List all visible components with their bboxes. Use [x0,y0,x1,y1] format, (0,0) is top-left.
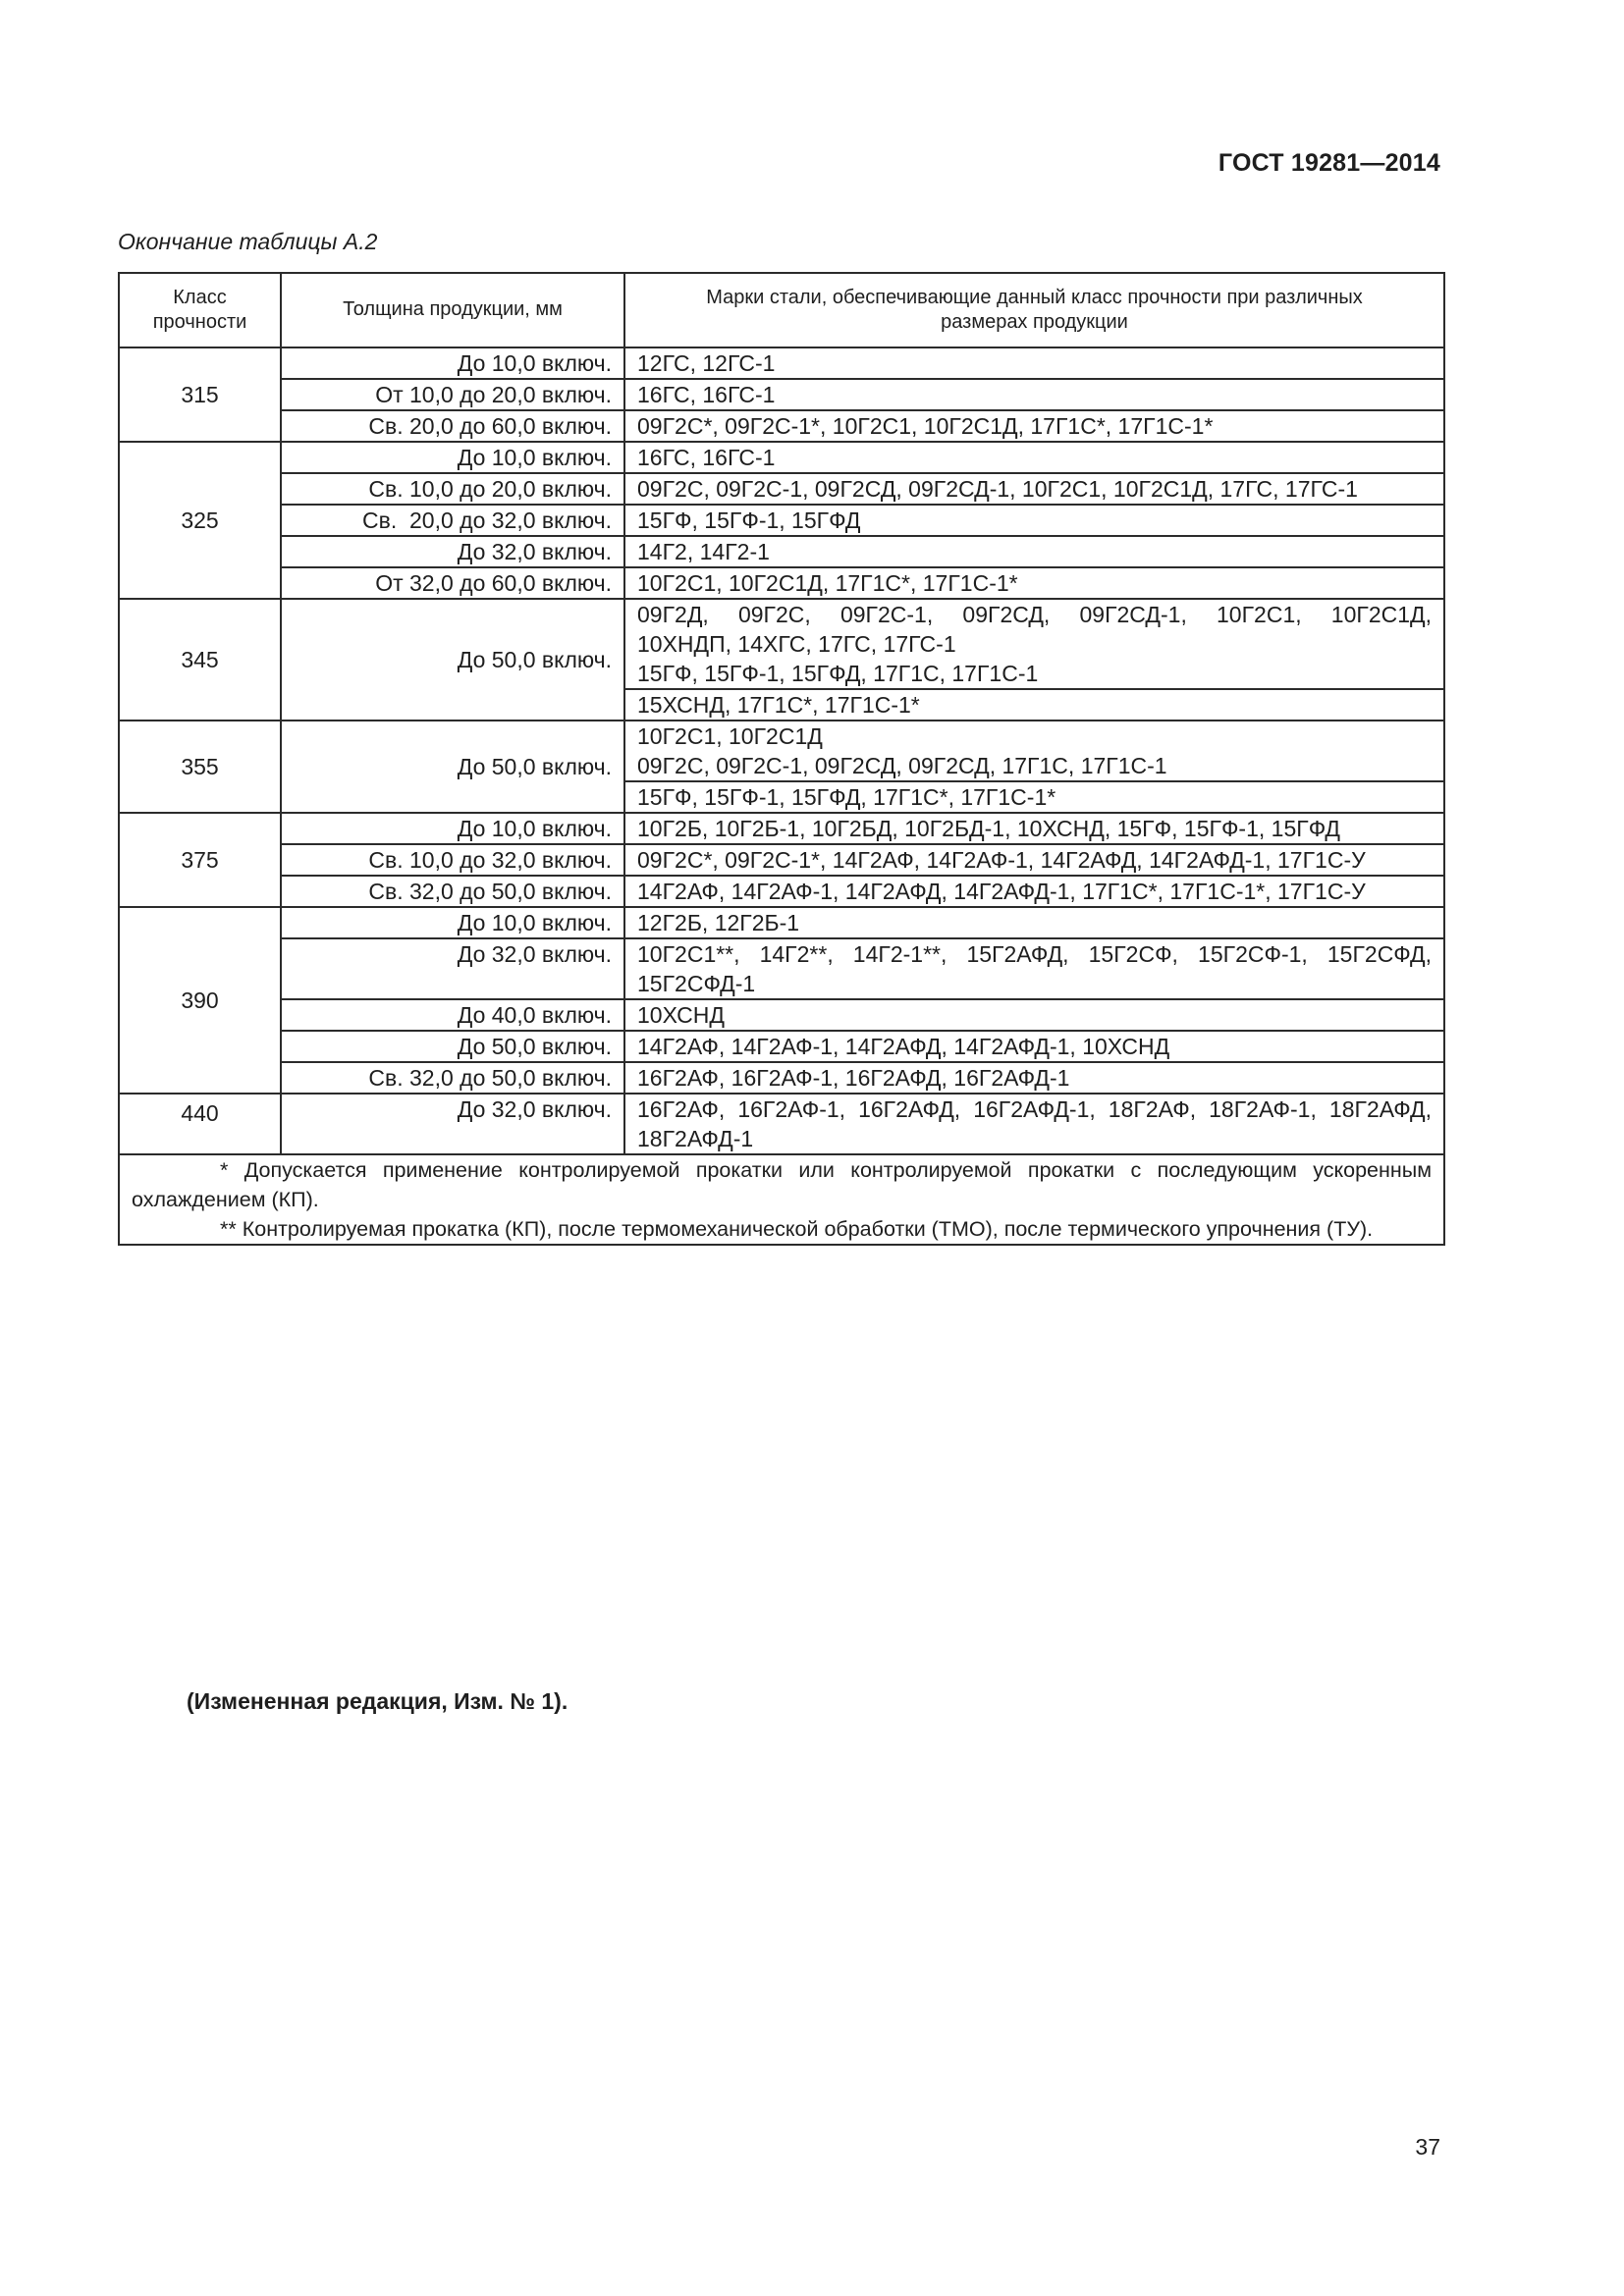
thickness-cell: От 32,0 до 60,0 включ. [281,567,624,599]
strength-class-cell: 345 [119,599,281,721]
table-row [119,1031,1444,1062]
grades-cell [624,721,1444,781]
table-row [119,505,1444,536]
footnote-1: * Допускается применение контролируемой прокатки или контролируемой прокатки с последующим ускоренным охлаждением (КП). [132,1158,1432,1211]
thickness-cell: До 32,0 включ. [281,536,624,567]
thickness-cell: До 10,0 включ. [281,813,624,844]
grades-line: 15ГФ, 15ГФ-1, 15ГФД, 17Г1С, 17Г1С-1 [637,661,1039,686]
grades-cell: 16ГС, 16ГС-1 [624,379,1444,410]
grades-cell: 12ГС, 12ГС-1 [624,347,1444,379]
header-strength-class-line1: Класс [173,286,227,308]
table-header-row [119,273,1444,347]
table-footnotes-row [119,1154,1444,1245]
document-standard-header: ГОСТ 19281—2014 [1218,149,1440,177]
header-grades-line1: Марки стали, обеспечивающие данный класс прочности при различных [706,286,1363,308]
thickness-cell: До 10,0 включ. [281,347,624,379]
strength-class-cell: 440 [119,1094,281,1154]
grades-cell: 15ХСНД, 17Г1С*, 17Г1С-1* [624,689,1444,721]
table-row [119,938,1444,999]
steel-grades-table [118,272,1445,1246]
strength-class-cell: 375 [119,813,281,907]
grades-line: 09Г2Д, 09Г2С, 09Г2С-1, 09Г2СД, 09Г2СД-1, 10Г2С1, 10Г2С1Д, [637,602,1432,627]
header-strength-class [119,273,281,347]
table-row [119,721,1444,781]
table-row [119,347,1444,379]
header-grades [624,273,1444,347]
table-row [119,473,1444,505]
strength-class-cell: 355 [119,721,281,813]
table-row [119,567,1444,599]
grades-cell: 10Г2С1, 10Г2С1Д, 17Г1С*, 17Г1С-1* [624,567,1444,599]
revision-note: (Измененная редакция, Изм. № 1). [187,1688,568,1714]
grades-cell: 12Г2Б, 12Г2Б-1 [624,907,1444,938]
table-row [119,1094,1444,1154]
table-row [119,813,1444,844]
thickness-cell: До 40,0 включ. [281,999,624,1031]
thickness-cell: До 10,0 включ. [281,907,624,938]
table-row [119,876,1444,907]
thickness-cell: До 50,0 включ. [281,721,624,813]
grades-cell: 14Г2, 14Г2-1 [624,536,1444,567]
table-row [119,1062,1444,1094]
thickness-cell: До 50,0 включ. [281,1031,624,1062]
table-row [119,907,1444,938]
thickness-cell: Св. 20,0 до 60,0 включ. [281,410,624,442]
strength-class-cell: 390 [119,907,281,1094]
table-row [119,410,1444,442]
table-caption: Окончание таблицы А.2 [118,229,378,254]
grades-cell: 14Г2АФ, 14Г2АФ-1, 14Г2АФД, 14Г2АФД-1, 10ХСНД [624,1031,1444,1062]
grades-cell: 16Г2АФ, 16Г2АФ-1, 16Г2АФД, 16Г2АФД-1 [624,1062,1444,1094]
table-row [119,999,1444,1031]
grades-cell: 09Г2С*, 09Г2С-1*, 14Г2АФ, 14Г2АФ-1, 14Г2АФД, 14Г2АФД-1, 17Г1С-У [624,844,1444,876]
table-row [119,844,1444,876]
grades-cell: 10ХСНД [624,999,1444,1031]
thickness-cell: До 32,0 включ. [281,938,624,999]
grades-cell: 16ГС, 16ГС-1 [624,442,1444,473]
strength-class-cell: 315 [119,347,281,442]
grades-cell: 10Г2С1**, 14Г2**, 14Г2-1**, 15Г2АФД, 15Г2СФ, 15Г2СФ-1, 15Г2СФД, 15Г2СФД-1 [624,938,1444,999]
thickness-cell: Св. 20,0 до 32,0 включ. [281,505,624,536]
thickness-cell: Св. 10,0 до 32,0 включ. [281,844,624,876]
grades-line: 10ХНДП, 14ХГС, 17ГС, 17ГС-1 [637,631,956,657]
table-footnotes [119,1154,1444,1245]
grades-cell: 09Г2С, 09Г2С-1, 09Г2СД, 09Г2СД-1, 10Г2С1, 10Г2С1Д, 17ГС, 17ГС-1 [624,473,1444,505]
grades-cell: 16Г2АФ, 16Г2АФ-1, 16Г2АФД, 16Г2АФД-1, 18Г2АФ, 18Г2АФ-1, 18Г2АФД, 18Г2АФД-1 [624,1094,1444,1154]
header-thickness: Толщина продукции, мм [281,273,624,347]
header-grades-line2: размерах продукции [941,310,1128,333]
thickness-cell: До 10,0 включ. [281,442,624,473]
grades-cell [624,599,1444,689]
table-row [119,442,1444,473]
thickness-cell: Св. 10,0 до 20,0 включ. [281,473,624,505]
grades-line: 09Г2С, 09Г2С-1, 09Г2СД, 09Г2СД, 17Г1С, 17Г1С-1 [637,753,1167,778]
grades-line: 10Г2С1, 10Г2С1Д [637,723,823,749]
table-row [119,379,1444,410]
thickness-cell: Св. 32,0 до 50,0 включ. [281,876,624,907]
footnote-2: ** Контролируемая прокатка (КП), после термомеханической обработки (ТМО), после термического упрочнения (ТУ). [220,1217,1374,1241]
page-number: 37 [1415,2134,1440,2160]
grades-cell: 15ГФ, 15ГФ-1, 15ГФД, 17Г1С*, 17Г1С-1* [624,781,1444,813]
thickness-cell: От 10,0 до 20,0 включ. [281,379,624,410]
header-strength-class-line2: прочности [152,310,247,333]
strength-class-cell: 325 [119,442,281,599]
thickness-cell: До 32,0 включ. [281,1094,624,1154]
grades-cell: 15ГФ, 15ГФ-1, 15ГФД [624,505,1444,536]
thickness-cell: Св. 32,0 до 50,0 включ. [281,1062,624,1094]
grades-cell: 14Г2АФ, 14Г2АФ-1, 14Г2АФД, 14Г2АФД-1, 17Г1С*, 17Г1С-1*, 17Г1С-У [624,876,1444,907]
grades-cell: 09Г2С*, 09Г2С-1*, 10Г2С1, 10Г2С1Д, 17Г1С*, 17Г1С-1* [624,410,1444,442]
table-row [119,599,1444,689]
grades-cell: 10Г2Б, 10Г2Б-1, 10Г2БД, 10Г2БД-1, 10ХСНД, 15ГФ, 15ГФ-1, 15ГФД [624,813,1444,844]
table-row [119,536,1444,567]
thickness-cell: До 50,0 включ. [281,599,624,721]
